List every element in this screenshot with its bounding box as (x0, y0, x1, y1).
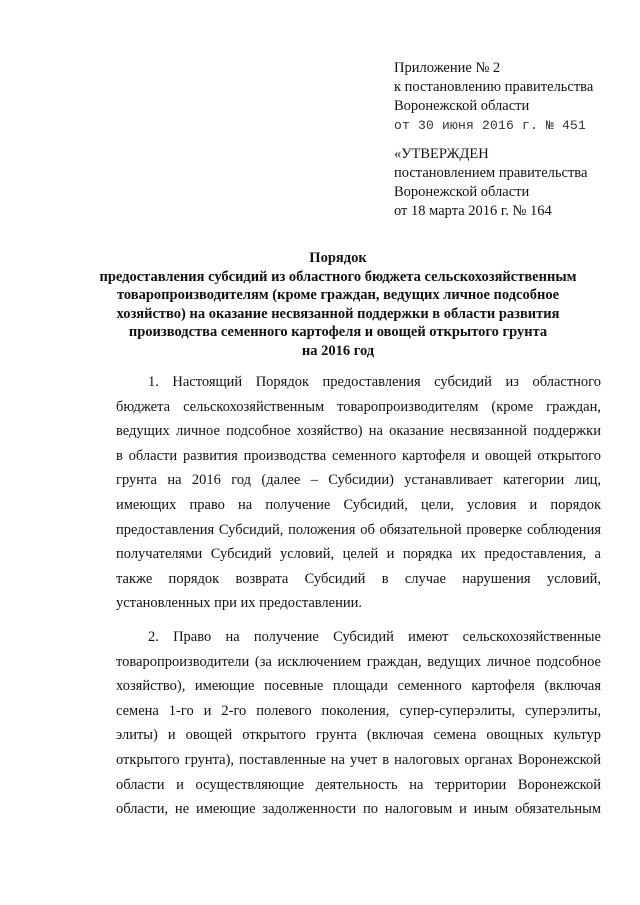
text-line: элиты) и овощей открытого грунта (включая семена овощных культур (116, 727, 601, 744)
approval-authority: постановлением правительства (394, 165, 588, 181)
appendix-date-stamp: от 30 июня 2016 г. № 451 (394, 118, 587, 133)
paragraph-1 (116, 370, 601, 616)
title-heading: Порядок (309, 250, 367, 266)
text-line: ведущих личное подсобное хозяйство) на оказание несвязанной поддержки (116, 423, 601, 440)
text-line: товаропроизводители (за исключением граждан, ведущих личное подсобное (116, 653, 601, 670)
approval-date: от 18 марта 2016 г. № 164 (394, 203, 552, 219)
text-line: имеющих право на получение Субсидий, цели, условия и порядок (116, 496, 601, 513)
appendix-reference: к постановлению правительства (394, 79, 594, 95)
title-line: предоставления субсидий из областного бюджета сельскохозяйственным (99, 268, 577, 285)
appendix-region: Воронежской области (394, 98, 530, 114)
text-line: области, не имеющие задолженности по налоговым и иным обязательным (116, 801, 601, 818)
text-line: установленных при их предоставлении. (116, 595, 362, 612)
title-line: товаропроизводителям (кроме граждан, ведущих личное подсобное (116, 287, 560, 303)
text-line: 1. Настоящий Порядок предоставления субсидий из областного (148, 374, 601, 390)
appendix-number: Приложение № 2 (394, 60, 501, 76)
text-line: в области развития производства семенного картофеля и овощей открытого (116, 447, 601, 464)
approval-region: Воронежской области (394, 184, 530, 200)
text-line: 2. Право на получение Субсидий имеют сельскохозяйственные (148, 628, 601, 645)
text-line: получателями Субсидий условий, целей и порядка их предоставления, а (116, 546, 601, 563)
text-line: хозяйство), имеющие посевные площади семенного картофеля (включая (116, 678, 601, 695)
title-line: производства семенного картофеля и овощей открытого грунта (128, 324, 548, 340)
title-line: на 2016 год (301, 342, 375, 359)
approval-heading: «УТВЕРЖДЕН (394, 146, 489, 162)
text-line: предоставления Субсидий, положения об обязательной проверке соблюдения (116, 521, 601, 538)
document-body (116, 370, 601, 822)
text-line: семена 1-го и 2-го полевого поколения, супер-суперэлиты, суперэлиты, (116, 702, 601, 719)
text-line: открытого грунта), поставленные на учет в налоговых органах Воронежской (116, 751, 601, 768)
document-title (88, 249, 588, 360)
title-line: хозяйство) на оказание несвязанной поддержки в области развития (116, 305, 560, 322)
approval-header (394, 145, 629, 221)
paragraph-2 (116, 625, 601, 822)
text-line: бюджета сельскохозяйственным товаропроизводителям (кроме граждан, (116, 398, 601, 415)
appendix-header (394, 59, 624, 135)
text-line: грунта на 2016 год (далее – Субсидии) устанавливает категории лиц, (116, 472, 601, 489)
text-line: области и осуществляющие деятельность на территории Воронежской (116, 776, 601, 793)
text-line: также порядок возврата Субсидий в случае нарушения условий, (116, 570, 601, 587)
